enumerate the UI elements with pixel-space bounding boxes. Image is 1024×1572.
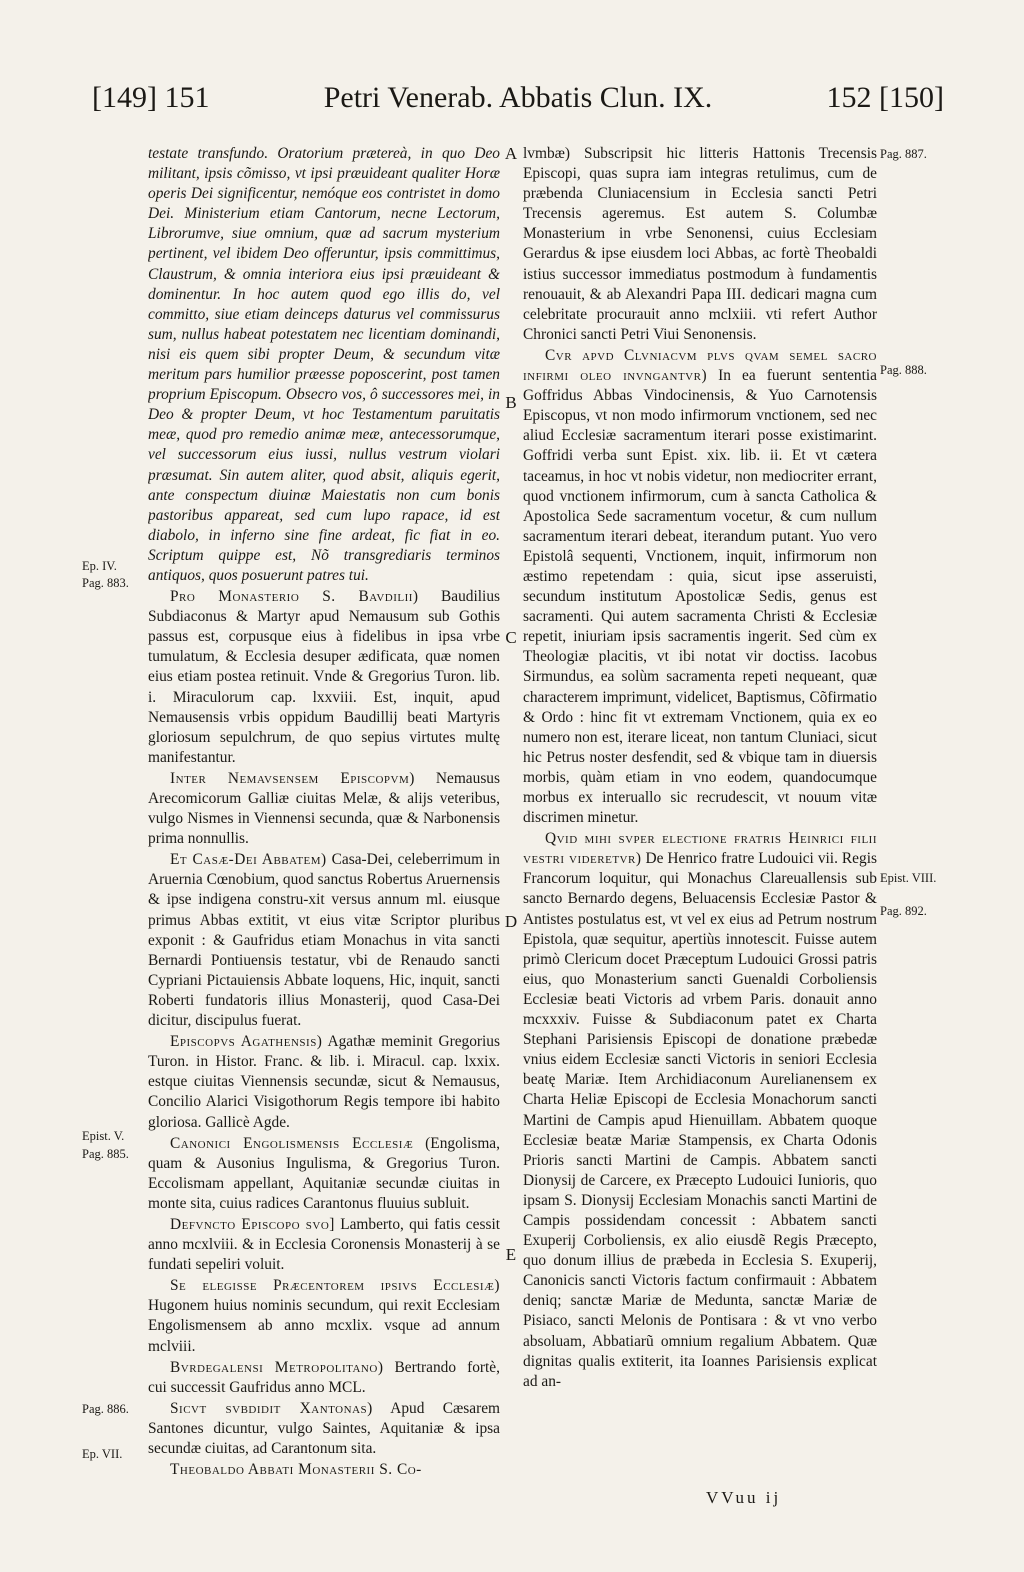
left-paragraph-4-text: Casa-Dei, celeberrimum in Aruernia Cœnobium, quod sanctus Robertus Aruernensis & ipse indigena constru-xit versus annum ml. eiusque primus Abbas extitit, vt eius vitæ Scriptor pluribus exponit : & Gaufridus etiam Monachus in vita sancti Bernardi Pontiuensis testatur, vbi de Renaudo sancti Cypriani Pictauiensis Abbate loquens, Hic, inquit, sancti Roberti fundatoris illius Monasterij, quod Casa-Dei dicitur, discipulus fuerat. xyxy=(148,851,500,1030)
right-column xyxy=(523,144,877,1474)
side-note-pag-885: Pag. 885. xyxy=(82,1147,129,1161)
section-marker-d: D xyxy=(504,912,518,931)
left-paragraph-3 xyxy=(148,769,500,849)
left-paragraph-9 xyxy=(148,1358,500,1398)
left-paragraph-8-text: Hugonem huius nominis secundum, qui rexit Ecclesiam Engolismensem ab anno mcxlix. vsque ad annum mclviii. xyxy=(148,1297,500,1355)
side-note-pag-888: Pag. 888. xyxy=(880,363,927,377)
section-marker-c: C xyxy=(505,628,517,647)
left-paragraph-10 xyxy=(148,1399,500,1459)
right-paragraph-2-text: In ea fuerunt sententia Goffridus Abbas Vindocinensis, & Yuo Carnotensis Episcopus, vt non modo infirmorum vnctionem, sed nec aliud Ecclesiæ sacramentum iterari posse existimarint. Goffridi verba sunt Epist. xix. lib. ii. Et vt cætera taceamus, in hoc vt nobis videtur, non mediocriter errant, quod vnctionem infirmorum, cum à sancta Catholica & Apostolica Sede sacramentum vocetur, & cum nullum sacramentum iterari debeat, iterandum putant. Yuo vero Epistolâ sequenti, Vnctionem, inquit, infirmorum non æstimo repetendam : quia, sicut ipse asseruisti, secundum institutum Apostolicæ Sedis, genus est sacramenti. Qui autem sacramenta Christi & Ecclesiæ repetit, iniuriam ipsis sacramentis ingerit. Sed cùm ex Theologiæ placitis, vt ibi notat vir doctiss. Iacobus Sirmundus, ea solùm sacramenta repeti nequeant, quæ characterem imprimunt, videlicet, Baptismus, Cõfirmatio & Ordo : hinc fit vt extremam Vnctionem, quia ex eo numero non est, iterare liceat, non tantum Cluniaci, sicut hic Petrus noster desfendit, sed & vbique tam in diuersis morbis, quàm etiam in vno eodem, quandocumque morbus ex interuallo sic recrudescit, vt nouum vitæ discrimen minetur. xyxy=(523,367,877,827)
side-note-epist-v: Epist. V. xyxy=(82,1129,125,1143)
left-paragraph-10-text: Apud Cæsarem Santones dicuntur, vulgo Saintes, Aquitaniæ & ipsa secundæ ciuitas, ad Carantonum sita. xyxy=(148,1399,500,1457)
running-header xyxy=(92,78,944,118)
left-paragraph-2-text: Baudilius Subdiaconus & Martyr apud Nemausum sub Gothis passus est, corpusque eius à fidelibus in ipsa vrbe tumulatum, & Ecclesia desuper ædificata, quæ nomen eius etiam postea retinuit. Vnde & Gregorius Turon. lib. i. Miraculorum cap. lxxviii. Est, inquit, apud Nemausensis vrbis oppidum Baudillij beati Martyris gloriosum sepulchrum, de quo sepius virtutes multę manifestantur. xyxy=(148,588,500,766)
left-paragraph-7 xyxy=(148,1215,500,1275)
header-title: Petri Venerab. Abbatis Clun. IX. xyxy=(323,81,713,114)
right-paragraph-3 xyxy=(523,829,877,1392)
lemma-casae-dei: Et Casæ-Dei Abbatem) xyxy=(170,851,327,869)
lemma-xantonas: Sicvt svbdidit Xantonas) xyxy=(170,1399,373,1417)
left-paragraph-9-text: Bertrando fortè, cui successit Gaufridus anno MCL. xyxy=(148,1358,500,1396)
section-marker-e: E xyxy=(505,1245,517,1264)
lemma-engolismensis: Canonici Engolismensis Ecclesiæ xyxy=(170,1134,414,1152)
section-marker-a: A xyxy=(504,144,518,163)
side-note-ep-iv: Ep. IV. xyxy=(82,559,117,573)
left-paragraph-4 xyxy=(148,850,500,1031)
lemma-burdegalensi: Bvrdegalensi Metropolitano) xyxy=(170,1358,384,1376)
left-paragraph-8 xyxy=(148,1276,500,1356)
section-marker-b: B xyxy=(505,393,517,412)
lemma-praecentorem: Se elegisse Præcentorem ipsivs Ecclesiæ) xyxy=(170,1277,500,1295)
left-paragraph-5-text: Agathæ meminit Gregorius Turon. in Histor. Franc. & lib. i. Miracul. cap. lxxix. estque ciuitas Viennensis secundæ, sicut & Nemausus, Concilio Alarici Visigothorum Regis tempore ibi habito gloriosa. Gallicè Agde. xyxy=(148,1033,500,1131)
left-paragraph-6-text: (Engolisma, quam & Ausonius Ingulisma, & Gregorius Turon. Eccolismam appellant, Aquitaniæ secundæ ciuitas in monte sita, cuius radices Carantonus fluuius subluit. xyxy=(148,1134,500,1212)
left-paragraph-11 xyxy=(148,1460,500,1474)
lemma-cluniacum: Cvr apvd Clvniacvm plvs qvam semel sacro infirmi oleo invngantvr) xyxy=(523,346,877,385)
side-note-pag-883: Pag. 883. xyxy=(82,576,129,590)
left-paragraph-3-text: Nemausus Arecomicorum Galliæ ciuitas Melæ, & alijs veteribus, vulgo Nismes in Viennensi secunda, quæ & Narbonensis prima nonnullis. xyxy=(148,769,500,848)
left-paragraph-2 xyxy=(148,587,500,768)
right-paragraph-2 xyxy=(523,346,877,828)
signature-mark: VVuu ij xyxy=(706,1488,782,1507)
side-note-ep-vii: Ep. VII. xyxy=(82,1447,123,1461)
left-paragraph-6 xyxy=(148,1134,500,1214)
side-note-epist-viii: Epist. VIII. xyxy=(880,871,937,885)
right-paragraph-1: lvmbæ) Subscripsit hic litteris Hattonis Trecensis Episcopi, quas supra iam integras retulimus, cum de præbenda Cluniacensium in Ecclesia sancti Petri Trecensis ageremus. Est autem S. Columbæ Monasterium in vrbe Senonensi, cuius Ecclesiam Gerardus & ipse eiusdem loci Abbas, ac fortè Theobaldi istius successor immediatus postmodum à fundamentis renouauit, & ab Alexandri Papa III. dedicari magna cum celebritate procurauit anno mclxiii. vti refert Author Chronici sancti Petri Viui Senonensis. xyxy=(523,145,877,343)
left-column xyxy=(148,144,500,1474)
header-right-page-number: 152 [150] xyxy=(826,81,944,114)
side-note-pag-887: Pag. 887. xyxy=(880,147,927,161)
left-paragraph-1: testate transfundo. Oratorium prætereà, in quo Deo militant, ipsis cõmisso, vt ipsi præuideant qualiter Horæ operis Dei significentur, nemóque eos contristet in domo Dei. Ministerium etiam Cantorum, necne Lectorum, Librorumve, siue omnium, quæ ad sacrum mysterium pertinent, vel ibidem Deo offeruntur, ipsis committimus, Claustrum, & omnia interiora eius ipsi præuideant & dominentur. In hoc autem quod ego illis do, vel committo, siue etiam deinceps daturus vel commissurus sum, nullus habeat potestatem nec licentiam dominandi, nisi eis quem sibi propter Deum, & secundum vitæ meritum pars humilior præesse poposcerint, post tamen proprium Episcopum. Obsecro vos, ô successores mei, in Deo & propter Deum, vt hoc Testamentum paruitatis meæ, quod pro remedio animæ meæ, antecessorumque, vel successorum eius iussi, nullus vestrum violari præsumat. Sin autem aliter, quod absit, aliquis egerit, ante conspectum diuinæ Maiestatis non cum bonis pastoribus appareat, sed cum lupo rapace, id est diabolo, in inferno sine fine ardeat, fic fiat in eo. Scriptum quippe est, Nõ transgrediaris terminos antiquos, quos posuerunt patres tui. xyxy=(148,145,500,584)
left-paragraph-5 xyxy=(148,1032,500,1132)
side-note-pag-886: Pag. 886. xyxy=(82,1402,129,1416)
lemma-heinrici: Qvid mihi svper electione fratris Heinrici filii vestri videretvr) xyxy=(523,830,877,868)
lemma-agathensis: Episcopvs Agathensis) xyxy=(170,1033,323,1051)
header-left-page-number: [149] 151 xyxy=(92,81,210,114)
right-paragraph-3-text: De Henrico fratre Ludouici vii. Regis Francorum loquitur, qui Monachus Clareuallensis sub sancto Bernardo degens, Beluacensis Ecclesiæ Pastor & Antistes postulatus est, vt vel ex eius ad Petrum nostrum Epistola, quæ sequitur, apertiùs innotescit. Fuisse autem primò Clericum docet Præceptum Ludouici Grossi patris eius, quo Monasterium sancti Guenaldi Corboliensis Ecclesiæ beati Victoris ad vrbem Paris. donauit anno mcxxxiv. Fuisse & Subdiaconum patet ex Charta Stephani Parisiensis Episcopi de donatione præbedæ vnius eidem Ecclesiæ sancti Victoris in seniori Ecclesia beatę Mariæ. Item Archidiaconum Aurelianensem ex Charta Heliæ Episcopi de Ecclesia Monachorum sancti Martini de Campis apud Hienuillam. Abbatem quoque Ecclesiæ beatæ Mariæ Stampensis, ex Charta Odonis Prioris sancti Martini de Campis. Abbatem sancti Dionysij de Carcere, ex Præcepto Ludouici Iunioris, quo ipsam S. Dionysij Ecclesiam Monachis sancti Martini de Campis possidendam concessit : Abbatem sancti Exuperij Corboliensis, ex alio eiusdẽ Regis Præcepto, quo donum illius de præbeda in Ecclesia S. Exuperij, Canonicis sancti Victoris factum confirmauit : Abbatem deniq; sanctæ Mariæ de Medunta, sanctæ Mariæ de Pisiaco, sancti Melonis de Pontisara : & vt vno verbo absoluam, Abbatiarũ omnium regalium Abbatem. Quæ dignitas qualis extiterit, ita Ioannes Parisiensis explicat ad an- xyxy=(523,850,877,1390)
lemma-baudilii: Pro Monasterio S. Bavdilii) xyxy=(170,588,419,606)
side-note-pag-892: Pag. 892. xyxy=(880,904,927,918)
lemma-theobaldo: Theobaldo Abbati Monasterii S. Co- xyxy=(170,1461,422,1474)
lemma-defuncto: Defvncto Episcopo svo] xyxy=(170,1215,335,1233)
lemma-nemausensem: Inter Nemavsensem Episcopvm) xyxy=(170,769,415,787)
left-paragraph-7-text: Lamberto, qui fatis cessit anno mcxlviii. & in Ecclesia Coronensis Monasterij à se fundati sepeliri voluit. xyxy=(148,1215,500,1274)
